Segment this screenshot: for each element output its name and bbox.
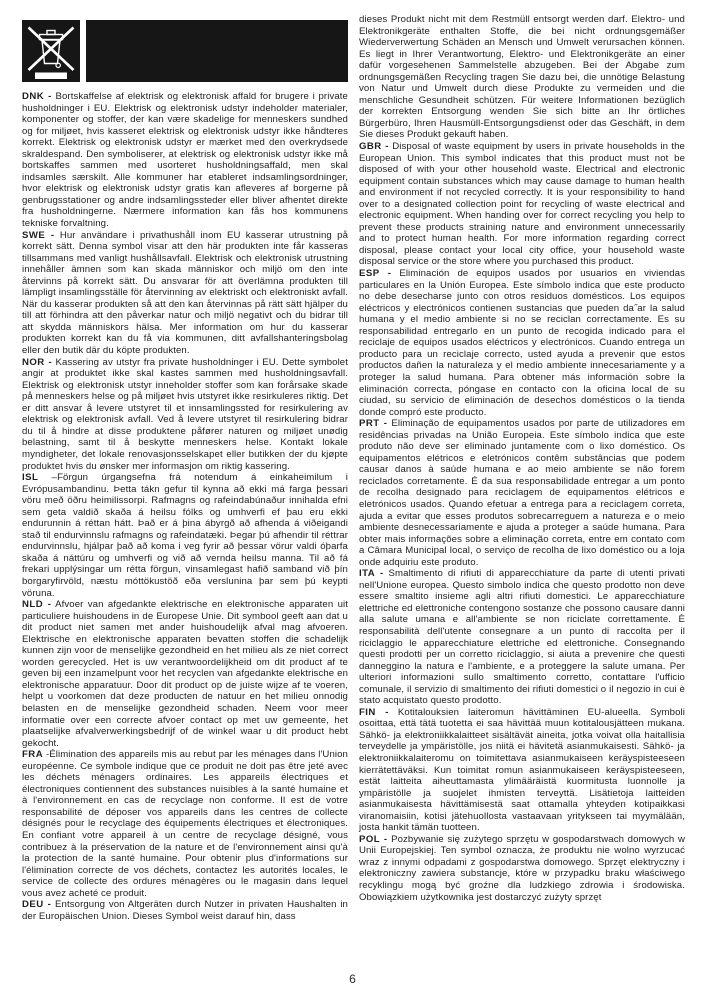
section-deu-continued [359, 14, 685, 141]
paragraph-text: Eliminação de equipamentos usados por parte de utilizadores em residências privadas na União Europeia. Este símbolo indica que este produto não deve ser eliminado juntamente com o lixo doméstico. Os equipamentos elétricos e eletrónicos contêm substâncias que podem causar danos à saúde humana e ao meio ambiente se não forem reciclados corretamente. É da sua responsabilidade entregar a um ponto de recolha designado para reciclagem de equipamentos elétricos e eletrónicos usados. Quando efetuar a entrega para a reciclagem correta, ajuda a evitar que esses produtos sobrecarreguem a natureza e o meio ambiente desnecessariamente e ajuda a proteger a saúde humana. Para obter mais informações sobre a eliminação correta, entre em contato com a Câmara Municipal local, o serviço de recolha de lixo doméstico ou a loja onde adquiriu este produto. [359, 418, 685, 568]
country-code-label: SWE - [22, 229, 55, 241]
country-code-label: PRT - [359, 418, 388, 430]
paragraph-text: Smaltimento di rifiuti di apparecchiature da parte di utenti privati nell'Unione europea. Questo simbolo indica che questo prodotto non deve essere smaltito insieme agli altri rifiuti domestici. Le apparecchiature elettriche ed elettroniche contengono sostanze che possono causare danni alla salute umana e all'ambiente se non riciclate correttamente. È responsabilità dell'utente consegnare a un punto di raccolta per il riciclaggio le apparecchiature elettriche ed elettroniche. Consegnando questi prodotti per un corretto riciclaggio, si aiuta a prevenire che questi danneggino la natura e l'ambiente, e a proteggere la salute umana. Per ulteriori informazioni sullo smaltimento corretto, contattare l'ufficio comunale, il servizio di smaltimento dei rifiuti domestici o il negozio in cui è stato acquistato questo prodotto. [359, 568, 685, 707]
paragraph-text: Kassering av utstyr fra private husholdninger i EU. Dette symbolet angir at produktet ikke skal kastes sammen med husholdningsavfall. Elektrisk og elektronisk utstyr inneholder stoffer som kan forårsake skade på menneskers helse og på miljøet hvis utstyret ikke resirkuleres riktig. Det er ditt ansvar å levere utstyret til et innsamlingssted for resirkulering av elektrisk og elektronisk avfall. Ved å levere utstyret til resirkulering bidrar du til å hindre at disse produktene påfører naturen og miljøet unødig belastning, samt til å beskytte menneskers helse. Kontakt lokale myndigheter, det lokale renovasjonsselskapet eller butikken der du kjøpte produktet hvis du ønsker mer informasjon om riktig kassering. [22, 356, 348, 472]
country-code-label: DNK - [22, 91, 52, 102]
country-code-label: ISL [22, 472, 39, 484]
paragraph-text: Entsorgung von Altgeräten durch Nutzer in privaten Haushalten in der Europäischen Union. Dieses Symbol weist darauf hin, dass [22, 899, 348, 922]
country-code-label: POL - [359, 833, 388, 845]
section-pol [359, 834, 685, 903]
section-fin [359, 707, 685, 834]
section-nld [22, 599, 348, 749]
section-ita [359, 568, 685, 707]
country-code-label: ESP - [359, 268, 392, 280]
paragraph-text: dieses Produkt nicht mit dem Restmüll entsorgt werden darf. Elektro- und Elektronikgeräte enthalten Stoffe, die bei nicht ordnungsgemäßer Wiederverwertung Schäden an Mensch und Umwelt verursachen können. Es liegt in Ihrer Verantwortung, Elektro- und Elektronikgeräte an einer dafür vorgesehenen Sammelstelle abzugeben. Bei der Abgabe zum ordnungsgemäßen Recycling tragen Sie dazu bei, die unnötige Belastung von Natur und Umwelt durch diese Produkte zu vermeiden und die menschliche Gesundheit schützen. Für weitere Informationen bezüglich der korrekten Entsorgung wenden Sie sich bitte an Ihr örtliches Bürgerbüro, Ihren Hausmüll-Entsorgungsdienst oder das Geschäft, in dem Sie dieses Produkt gekauft haben. [359, 14, 685, 141]
paragraph-text: -Élimination des appareils mis au rebut par les ménages dans l'Union européenne. Ce symbole indique que ce produit ne doit pas être jeté avec les déchets ménagers ordinaires. Les appareils électriques et électroniques contiennent des substances nuisibles à la santé humaine et à l'environnement en cas de recyclage non conforme. Il est de votre responsabilité de déposer vos appareils dans les centres de collecte désignés pour le recyclage des équipements électriques et électroniques. En confiant votre appareil à un centre de recyclage désigné, vous contribuez à la préservation de la nature et de l'environnement ainsi qu'à la protection de la santé humaine. Pour obtenir plus d'informations sur l'élimination correcte de vos déchets, contactez les autorités locales, le service de collecte des ordures ménagères ou le magasin dans lequel vous avez acheté ce produit. [22, 749, 348, 899]
country-code-label: NLD - [22, 599, 52, 611]
paragraph-text: Bortskaffelse af elektrisk og elektronisk affald for brugere i private husholdninger i EU. Elektrisk og elektronisk udstyr indeholder materialer, komponenter og stoffer, der kan være skadelige for menneskers sundhed og for miljøet, hvis kasseret elektrisk og elektronisk udstyr ikke håndteres korrekt. Elektrisk og elektronisk udstyr er mærket med den overkrydsede skraldespand. Den symboliserer, at elektrisk og elektronisk udstyr ikke må bortskaffes sammen med usorteret husholdningsaffald, men skal indsamles særskilt. Alle kommuner har etableret indsamlingsordninger, hvor elektrisk og elektronisk udstyr gratis kan afleveres af borgerne på genbrugsstationer og andre indsamlingssteder eller bliver afhentet direkte fra husholdningerne. Nærmere information kan fås hos kommunens tekniske forvaltning. [22, 91, 348, 230]
two-column-layout [22, 14, 685, 922]
column-right [359, 14, 685, 922]
country-code-label: FIN - [359, 706, 389, 718]
paragraph-text: Kotitalouksien laiteromun hävittäminen EU-alueella. Symboli osoittaa, että tätä tuotetta ei saa hävittää muun kotitalousjätteen mukana. Sähkö- ja elektroniikkalaitteet sisältävät aineita, jotka voivat olla haitallisia terveydelle ja ympäristölle, jos niitä ei hävitetä asianmukaisesti. Sähkö- ja elektroniikkalaiteromu on toimitettava asianmukaiseen keräyspisteeseen kierrätettäväksi. Kun toimitat romun asianmukaiseen keräyspisteeseen, estät laitteita aiheuttamasta ylimääräistä kuormitusta luonnolle ja ympäristölle ja suojelet ihmisten terveyttä. Lisätietoja laitteiden asianmukaisesta hävittämisestä saat ottamalla yhteyden kotipaikkasi viranomaisiin, kotisi jätehuollosta vastaavaan yritykseen tai myymälään, josta hankit tämän tuotteen. [359, 706, 685, 834]
country-code-label: DEU - [22, 899, 52, 911]
paragraph-text: Hur användare i privathushåll inom EU kasserar utrustning på korrekt sätt. Denna symbol visar att den här produkten inte får kasseras tillsammans med vanligt hushållsavfall. Elektrisk och elektronisk utrustning innehåller ämnen som kan skada människor och miljö om den inte återvinns på korrekt sätt. Du ansvarar för att överlämna produkten till lämpligt insamlingsställe för återvinning av elektriskt och elektroniskt avfall. När du kasserar produkten så att den kan återvinnas på rätt sätt hjälper du till att förhindra att den påverkar natur och miljö negativt och du bidrar till att skydda människors hälsa. Mer information om hur du kasserar produkten korrekt kan du få via kommunen, ditt avfallshanteringsbolag eller den butik där du köpte produkten. [22, 229, 349, 357]
paragraph-text: Afvoer van afgedankte elektrische en elektronische apparaten uit particuliere huishoudens in de Europese Unie. Dit symbool geeft aan dat u dit product niet samen met ander huishoudelijk afval mag afvoeren. Elektrische en elektronische apparaten bevatten stoffen die schadelijk kunnen zijn voor de menselijke gezondheid en het milieu als ze niet correct worden gerecycled. Het is uw verantwoordelijkheid om dit product af te geven bij een inzamelpunt voor het recyclen van afgedankte elektrische en elektronische apparatuur. Door dit product op de juiste wijze af te voeren, helpt u voorkomen dat deze producten de natuur en het milieu onnodig belasten en de menselijke gezondheid schaden. Neem voor meer informatie over een correcte afvoer contact op met uw gemeente, het plaatselijke afvalverwerkingsbedrijf of de winkel waar u dit product hebt gekocht. [22, 599, 349, 749]
crossed-out-wheelie-bin-icon [22, 20, 80, 82]
section-prt [359, 418, 685, 568]
section-isl [22, 472, 348, 599]
column-left [22, 14, 348, 922]
section-deu [22, 899, 348, 922]
paragraph-text: Disposal of waste equipment by users in private households in the European Union. This symbol indicates that this product must not be disposed of with your other household waste. Electrical and electronic equipment contain substances which may cause damage to human health and environment if not recycled correctly. It is your responsibility to hand over to a designated collection point for recycling of waste electrical and electronic equipment. When handing over for correct recycling you help to prevent these products straining nature and environment unnecessarily and to protect human health. For more information regarding correct disposal, please contact your local city office, your household waste disposal service or the store where you purchased this product. [359, 141, 685, 268]
section-swe [22, 230, 348, 357]
paragraph-text: –Förgun úrgangsefna frá notendum á einkaheimilum i Evrópusambandinu. Þetta tákn gefur til kynna að ekki má farga þessari vöru með öðru heimilissorpi. Rafmagns og rafeindabúnaður innihalda efni sem geta valdið skaða á heilsu fólks og umhverfi ef þau eru ekki endurunnin á réttan hátt. Það er á þina ábyrgð að afhenda á viðeigandi stað til endurvinnslu rafmagns og rafeindatæki. Þegar þú afhendir til réttrar endurvinnslu, hjálpar það að koma i veg fyrir að þessar vörur valdi óþarfa skaða á náttúru og umhverfi og við að vernda heilsu manna. Til að fá frekari upplýsingar um rétta förgun, vinsamlegast hafið samband við þín borgaryfirvöld, næstu móttökustöð eða verslunina þar sem þú keypti vöruna. [22, 472, 348, 599]
country-code-label: FRA [22, 749, 44, 761]
section-dnk [22, 91, 348, 230]
section-gbr [359, 141, 685, 268]
section-esp [359, 268, 685, 418]
paragraph-text: Eliminación de equipos usados por usuarios en viviendas particulares en la Unión Europea. Este símbolo indica que este producto no debe desecharse junto con otros residuos domésticos. Los equipos eléctricos y electrónicos contienen sustancias que pueden da˝ar la salud humana y el medio ambiente si no se reciclan correctamente. Es su responsabilidad entregarlo en un punto de recogida indicado para el reciclaje de equipos usados eléctricos y electrónicos. Cuando entrega un producto para un reciclaje correcto, usted ayuda a prevenir que estos productos dañen la naturaleza y el medio ambiente innecesariamente y a proteger la salud humana. Para obtener más información sobre la eliminación correcta, póngase en contacto con la oficina local de su ciudad, su servicio de eliminación de desechos domésticos o la tienda donde compró este producto. [359, 268, 685, 418]
country-code-label: NOR - [22, 356, 53, 368]
country-code-label: GBR - [359, 141, 389, 153]
black-banner [86, 20, 348, 82]
section-nor [22, 357, 348, 472]
paragraph-text: Pozbywanie się zużytego sprzętu w gospodarstwach domowych w Unii Europejskiej. Ten symbol oznacza, że produktu nie wolno wyrzucać wraz z innymi odpadami z gospodarstwa domowego. Sprzęt elektryczny i elektroniczny zawiera substancje, które w przypadku braku właściwego recyklingu mogą być groźne dla ludzkiego zdrowia i środowiska. Obowiązkiem użytkownika jest dostarczyć zużyty sprzęt [359, 833, 685, 903]
section-fra [22, 749, 348, 899]
header-symbols [22, 20, 348, 82]
page-number: 6 [349, 972, 356, 986]
country-code-label: ITA - [359, 568, 384, 580]
